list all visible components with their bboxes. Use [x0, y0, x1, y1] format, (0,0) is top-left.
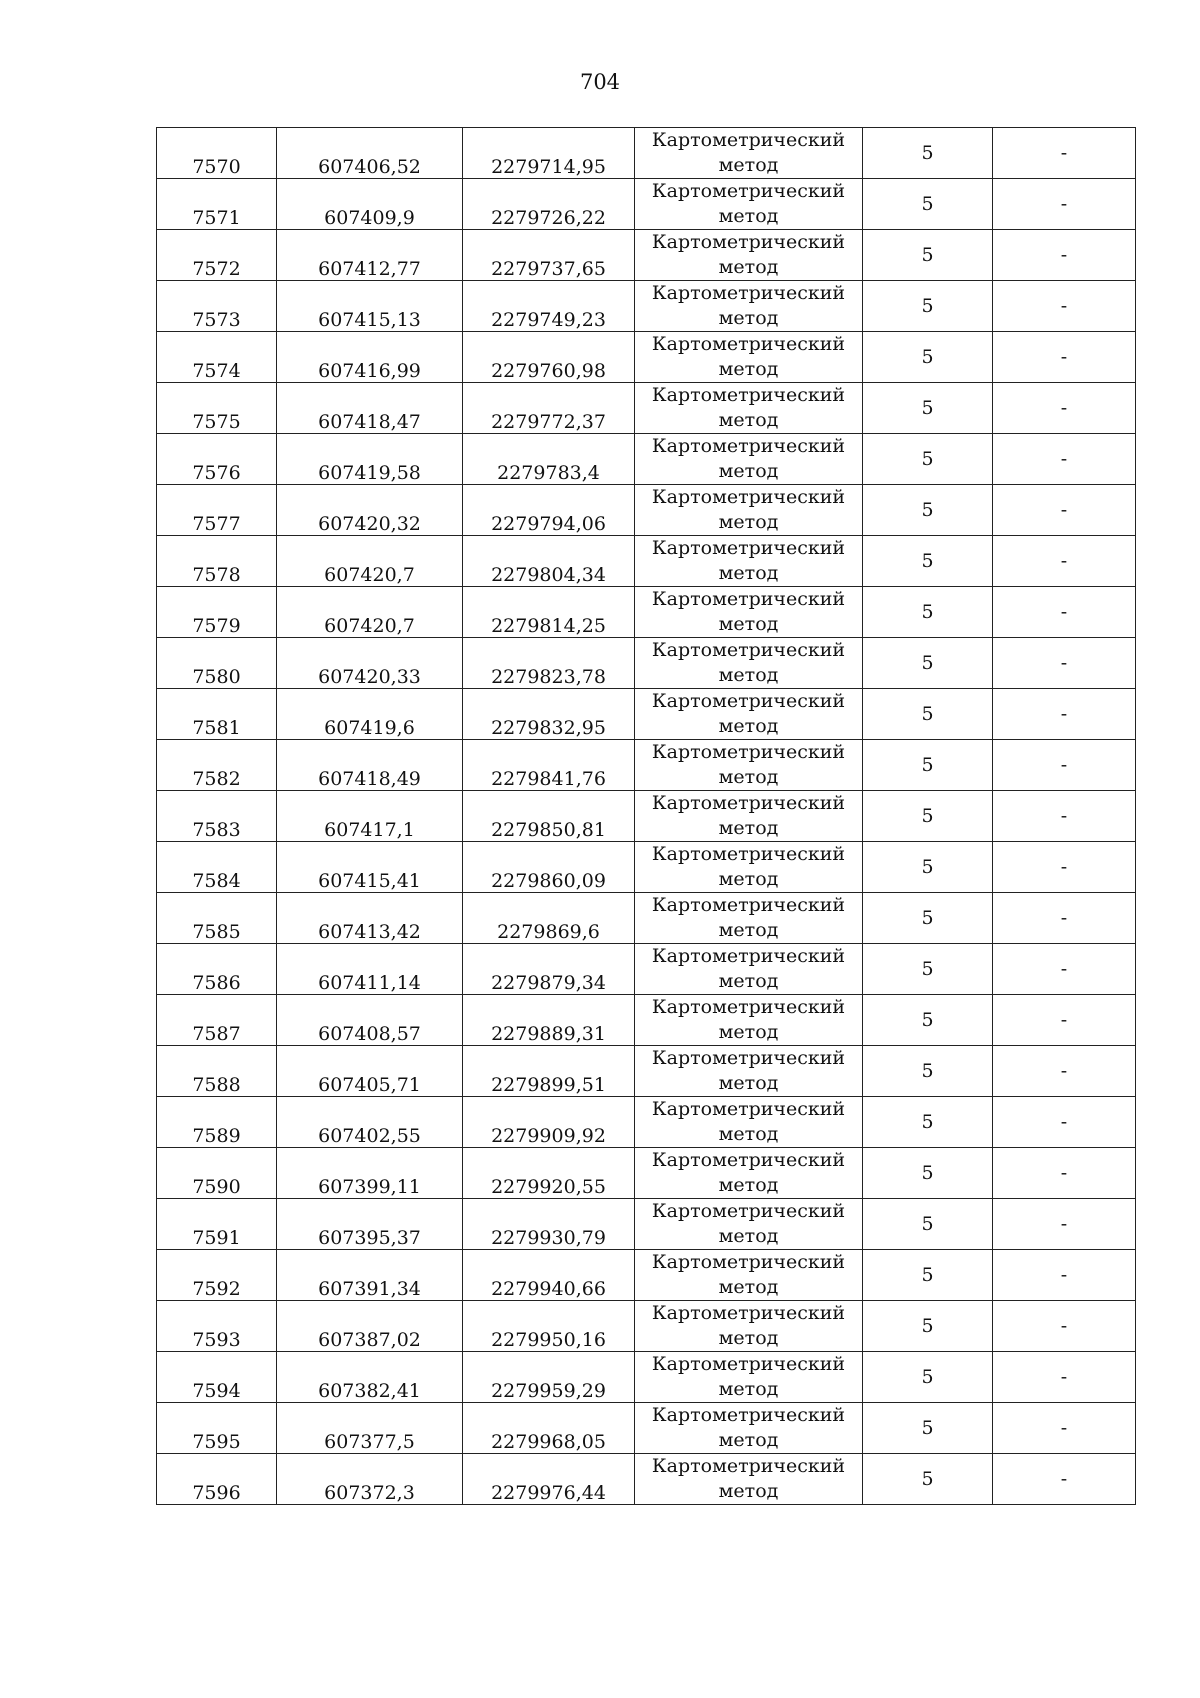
- table-row: [157, 740, 1136, 791]
- x-coordinate-cell: 607411,14: [277, 944, 463, 995]
- method-cell: [635, 689, 863, 740]
- method-cell: [635, 638, 863, 689]
- method-text-line2: метод: [718, 1123, 779, 1145]
- y-coordinate-cell: 2279950,16: [463, 1301, 635, 1352]
- x-coordinate-cell: 607405,71: [277, 1046, 463, 1097]
- method-text-line1: Картометрический: [651, 231, 846, 253]
- y-coordinate-cell: 2279832,95: [463, 689, 635, 740]
- method-text-line2: метод: [718, 817, 779, 839]
- note-cell: -: [993, 281, 1136, 332]
- y-coordinate-cell: 2279823,78: [463, 638, 635, 689]
- table-row: [157, 230, 1136, 281]
- method-text-line1: Картометрический: [651, 1302, 846, 1324]
- accuracy-cell: 5: [863, 230, 993, 281]
- point-number-cell: 7578: [157, 536, 277, 587]
- x-coordinate-cell: 607402,55: [277, 1097, 463, 1148]
- accuracy-cell: 5: [863, 1454, 993, 1505]
- method-text-line2: метод: [718, 1480, 779, 1502]
- method-text-line1: Картометрический: [651, 588, 846, 610]
- x-coordinate-cell: 607419,6: [277, 689, 463, 740]
- note-cell: -: [993, 179, 1136, 230]
- method-text-line1: Картометрический: [651, 1149, 846, 1171]
- note-cell: -: [993, 1403, 1136, 1454]
- x-coordinate-cell: 607395,37: [277, 1199, 463, 1250]
- method-text-line1: Картометрический: [651, 435, 846, 457]
- method-text-line1: Картометрический: [651, 537, 846, 559]
- method-text-line1: Картометрический: [651, 1251, 846, 1273]
- table-row: [157, 1403, 1136, 1454]
- point-number-cell: 7583: [157, 791, 277, 842]
- note-cell: -: [993, 791, 1136, 842]
- method-text-line1: Картометрический: [651, 1455, 846, 1477]
- method-text-line2: метод: [718, 766, 779, 788]
- y-coordinate-cell: 2279860,09: [463, 842, 635, 893]
- table-row: [157, 791, 1136, 842]
- table-row: [157, 995, 1136, 1046]
- table-row: [157, 1301, 1136, 1352]
- y-coordinate-cell: 2279783,4: [463, 434, 635, 485]
- table-row: [157, 1352, 1136, 1403]
- method-cell: [635, 1250, 863, 1301]
- table-row: [157, 842, 1136, 893]
- method-text-line1: Картометрический: [651, 486, 846, 508]
- accuracy-cell: 5: [863, 536, 993, 587]
- note-cell: -: [993, 1454, 1136, 1505]
- accuracy-cell: 5: [863, 842, 993, 893]
- point-number-cell: 7584: [157, 842, 277, 893]
- x-coordinate-cell: 607420,32: [277, 485, 463, 536]
- note-cell: -: [993, 128, 1136, 179]
- x-coordinate-cell: 607419,58: [277, 434, 463, 485]
- method-text-line2: метод: [718, 1276, 779, 1298]
- y-coordinate-cell: 2279760,98: [463, 332, 635, 383]
- note-cell: -: [993, 1148, 1136, 1199]
- method-cell: [635, 179, 863, 230]
- table-row: [157, 689, 1136, 740]
- y-coordinate-cell: 2279804,34: [463, 536, 635, 587]
- accuracy-cell: 5: [863, 638, 993, 689]
- method-text-line1: Картометрический: [651, 282, 846, 304]
- note-cell: -: [993, 485, 1136, 536]
- accuracy-cell: 5: [863, 944, 993, 995]
- table-row: [157, 332, 1136, 383]
- x-coordinate-cell: 607415,13: [277, 281, 463, 332]
- y-coordinate-cell: 2279879,34: [463, 944, 635, 995]
- point-number-cell: 7572: [157, 230, 277, 281]
- y-coordinate-cell: 2279889,31: [463, 995, 635, 1046]
- point-number-cell: 7573: [157, 281, 277, 332]
- method-text-line2: метод: [718, 715, 779, 737]
- method-cell: [635, 536, 863, 587]
- method-cell: [635, 1403, 863, 1454]
- method-text-line1: Картометрический: [651, 996, 846, 1018]
- method-text-line2: метод: [718, 154, 779, 176]
- method-text-line2: метод: [718, 256, 779, 278]
- note-cell: -: [993, 1352, 1136, 1403]
- method-cell: [635, 332, 863, 383]
- method-text-line2: метод: [718, 613, 779, 635]
- table-row: [157, 128, 1136, 179]
- point-number-cell: 7580: [157, 638, 277, 689]
- method-text-line2: метод: [718, 919, 779, 941]
- accuracy-cell: 5: [863, 1199, 993, 1250]
- table-row: [157, 1250, 1136, 1301]
- note-cell: -: [993, 434, 1136, 485]
- point-number-cell: 7590: [157, 1148, 277, 1199]
- x-coordinate-cell: 607420,7: [277, 536, 463, 587]
- point-number-cell: 7575: [157, 383, 277, 434]
- point-number-cell: 7579: [157, 587, 277, 638]
- method-text-line1: Картометрический: [651, 1098, 846, 1120]
- x-coordinate-cell: 607382,41: [277, 1352, 463, 1403]
- method-text-line1: Картометрический: [651, 741, 846, 763]
- point-number-cell: 7570: [157, 128, 277, 179]
- y-coordinate-cell: 2279749,23: [463, 281, 635, 332]
- point-number-cell: 7581: [157, 689, 277, 740]
- method-text-line2: метод: [718, 358, 779, 380]
- accuracy-cell: 5: [863, 1250, 993, 1301]
- method-cell: [635, 1454, 863, 1505]
- method-cell: [635, 995, 863, 1046]
- y-coordinate-cell: 2279772,37: [463, 383, 635, 434]
- method-text-line2: метод: [718, 1072, 779, 1094]
- note-cell: -: [993, 230, 1136, 281]
- table-row: [157, 485, 1136, 536]
- x-coordinate-cell: 607408,57: [277, 995, 463, 1046]
- point-number-cell: 7591: [157, 1199, 277, 1250]
- note-cell: -: [993, 1301, 1136, 1352]
- y-coordinate-cell: 2279920,55: [463, 1148, 635, 1199]
- accuracy-cell: 5: [863, 995, 993, 1046]
- y-coordinate-cell: 2279940,66: [463, 1250, 635, 1301]
- accuracy-cell: 5: [863, 893, 993, 944]
- y-coordinate-cell: 2279850,81: [463, 791, 635, 842]
- accuracy-cell: 5: [863, 587, 993, 638]
- x-coordinate-cell: 607399,11: [277, 1148, 463, 1199]
- method-cell: [635, 587, 863, 638]
- table-row: [157, 1148, 1136, 1199]
- method-cell: [635, 842, 863, 893]
- accuracy-cell: 5: [863, 179, 993, 230]
- method-cell: [635, 1301, 863, 1352]
- y-coordinate-cell: 2279930,79: [463, 1199, 635, 1250]
- method-cell: [635, 893, 863, 944]
- point-number-cell: 7593: [157, 1301, 277, 1352]
- point-number-cell: 7589: [157, 1097, 277, 1148]
- method-cell: [635, 1352, 863, 1403]
- accuracy-cell: 5: [863, 128, 993, 179]
- note-cell: -: [993, 995, 1136, 1046]
- method-cell: [635, 791, 863, 842]
- note-cell: -: [993, 383, 1136, 434]
- method-text-line1: Картометрический: [651, 1353, 846, 1375]
- method-cell: [635, 740, 863, 791]
- y-coordinate-cell: 2279869,6: [463, 893, 635, 944]
- table-row: [157, 281, 1136, 332]
- x-coordinate-cell: 607412,77: [277, 230, 463, 281]
- method-text-line2: метод: [718, 1174, 779, 1196]
- note-cell: -: [993, 842, 1136, 893]
- x-coordinate-cell: 607413,42: [277, 893, 463, 944]
- table-row: [157, 1199, 1136, 1250]
- method-cell: [635, 383, 863, 434]
- method-text-line2: метод: [718, 511, 779, 533]
- y-coordinate-cell: 2279794,06: [463, 485, 635, 536]
- accuracy-cell: 5: [863, 1046, 993, 1097]
- method-cell: [635, 1199, 863, 1250]
- y-coordinate-cell: 2279899,51: [463, 1046, 635, 1097]
- method-text-line1: Картометрический: [651, 129, 846, 151]
- table-row: [157, 383, 1136, 434]
- note-cell: -: [993, 1046, 1136, 1097]
- method-text-line2: метод: [718, 664, 779, 686]
- accuracy-cell: 5: [863, 1352, 993, 1403]
- point-number-cell: 7577: [157, 485, 277, 536]
- method-text-line2: метод: [718, 460, 779, 482]
- method-text-line2: метод: [718, 307, 779, 329]
- x-coordinate-cell: 607406,52: [277, 128, 463, 179]
- point-number-cell: 7594: [157, 1352, 277, 1403]
- accuracy-cell: 5: [863, 1148, 993, 1199]
- x-coordinate-cell: 607415,41: [277, 842, 463, 893]
- method-text-line1: Картометрический: [651, 843, 846, 865]
- method-text-line1: Картометрический: [651, 384, 846, 406]
- note-cell: -: [993, 1250, 1136, 1301]
- table-row: [157, 1454, 1136, 1505]
- point-number-cell: 7585: [157, 893, 277, 944]
- x-coordinate-cell: 607417,1: [277, 791, 463, 842]
- note-cell: -: [993, 1199, 1136, 1250]
- x-coordinate-cell: 607377,5: [277, 1403, 463, 1454]
- x-coordinate-cell: 607409,9: [277, 179, 463, 230]
- note-cell: -: [993, 893, 1136, 944]
- point-number-cell: 7571: [157, 179, 277, 230]
- point-number-cell: 7596: [157, 1454, 277, 1505]
- method-text-line1: Картометрический: [651, 1404, 846, 1426]
- method-text-line2: метод: [718, 562, 779, 584]
- y-coordinate-cell: 2279909,92: [463, 1097, 635, 1148]
- table-row: [157, 434, 1136, 485]
- method-text-line2: метод: [718, 1378, 779, 1400]
- method-text-line2: метод: [718, 1021, 779, 1043]
- method-text-line1: Картометрический: [651, 1200, 846, 1222]
- x-coordinate-cell: 607372,3: [277, 1454, 463, 1505]
- accuracy-cell: 5: [863, 740, 993, 791]
- point-number-cell: 7587: [157, 995, 277, 1046]
- accuracy-cell: 5: [863, 1301, 993, 1352]
- method-cell: [635, 434, 863, 485]
- note-cell: -: [993, 944, 1136, 995]
- method-text-line2: метод: [718, 970, 779, 992]
- method-cell: [635, 281, 863, 332]
- method-text-line1: Картометрический: [651, 639, 846, 661]
- accuracy-cell: 5: [863, 434, 993, 485]
- accuracy-cell: 5: [863, 689, 993, 740]
- method-cell: [635, 485, 863, 536]
- note-cell: -: [993, 1097, 1136, 1148]
- note-cell: -: [993, 587, 1136, 638]
- method-text-line2: метод: [718, 409, 779, 431]
- y-coordinate-cell: 2279841,76: [463, 740, 635, 791]
- method-cell: [635, 1097, 863, 1148]
- y-coordinate-cell: 2279737,65: [463, 230, 635, 281]
- note-cell: -: [993, 740, 1136, 791]
- method-text-line2: метод: [718, 1429, 779, 1451]
- method-cell: [635, 1046, 863, 1097]
- accuracy-cell: 5: [863, 1403, 993, 1454]
- y-coordinate-cell: 2279726,22: [463, 179, 635, 230]
- coordinates-table: [156, 127, 1136, 1505]
- method-text-line1: Картометрический: [651, 945, 846, 967]
- point-number-cell: 7576: [157, 434, 277, 485]
- point-number-cell: 7582: [157, 740, 277, 791]
- point-number-cell: 7588: [157, 1046, 277, 1097]
- point-number-cell: 7574: [157, 332, 277, 383]
- method-text-line2: метод: [718, 1225, 779, 1247]
- note-cell: -: [993, 638, 1136, 689]
- x-coordinate-cell: 607416,99: [277, 332, 463, 383]
- method-text-line1: Картометрический: [651, 1047, 846, 1069]
- table-row: [157, 1097, 1136, 1148]
- x-coordinate-cell: 607391,34: [277, 1250, 463, 1301]
- y-coordinate-cell: 2279976,44: [463, 1454, 635, 1505]
- method-cell: [635, 944, 863, 995]
- method-text-line1: Картометрический: [651, 180, 846, 202]
- y-coordinate-cell: 2279814,25: [463, 587, 635, 638]
- method-cell: [635, 230, 863, 281]
- table-body: [157, 128, 1136, 1505]
- table-row: [157, 587, 1136, 638]
- method-text-line2: метод: [718, 1327, 779, 1349]
- x-coordinate-cell: 607387,02: [277, 1301, 463, 1352]
- page-number: 704: [579, 70, 621, 94]
- x-coordinate-cell: 607420,33: [277, 638, 463, 689]
- x-coordinate-cell: 607418,49: [277, 740, 463, 791]
- method-text-line1: Картометрический: [651, 894, 846, 916]
- accuracy-cell: 5: [863, 332, 993, 383]
- accuracy-cell: 5: [863, 1097, 993, 1148]
- method-text-line2: метод: [718, 205, 779, 227]
- accuracy-cell: 5: [863, 485, 993, 536]
- accuracy-cell: 5: [863, 791, 993, 842]
- note-cell: -: [993, 536, 1136, 587]
- x-coordinate-cell: 607418,47: [277, 383, 463, 434]
- note-cell: -: [993, 332, 1136, 383]
- point-number-cell: 7592: [157, 1250, 277, 1301]
- accuracy-cell: 5: [863, 281, 993, 332]
- y-coordinate-cell: 2279714,95: [463, 128, 635, 179]
- table-row: [157, 893, 1136, 944]
- table-row: [157, 179, 1136, 230]
- table-row: [157, 536, 1136, 587]
- method-text-line1: Картометрический: [651, 792, 846, 814]
- table-row: [157, 944, 1136, 995]
- accuracy-cell: 5: [863, 383, 993, 434]
- x-coordinate-cell: 607420,7: [277, 587, 463, 638]
- y-coordinate-cell: 2279968,05: [463, 1403, 635, 1454]
- y-coordinate-cell: 2279959,29: [463, 1352, 635, 1403]
- point-number-cell: 7595: [157, 1403, 277, 1454]
- table-row: [157, 1046, 1136, 1097]
- point-number-cell: 7586: [157, 944, 277, 995]
- note-cell: -: [993, 689, 1136, 740]
- method-text-line1: Картометрический: [651, 690, 846, 712]
- method-text-line2: метод: [718, 868, 779, 890]
- method-cell: [635, 128, 863, 179]
- method-cell: [635, 1148, 863, 1199]
- table-row: [157, 638, 1136, 689]
- method-text-line1: Картометрический: [651, 333, 846, 355]
